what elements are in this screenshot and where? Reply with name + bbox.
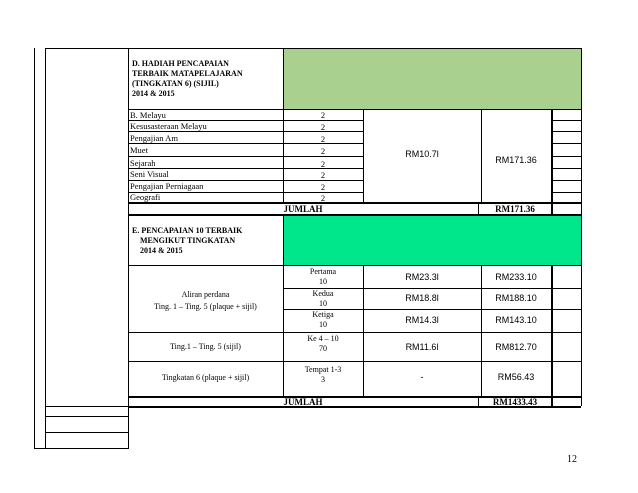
section-e-sum-value: RM1433.43: [492, 397, 538, 407]
unit-cell: RM18.8l: [405, 293, 439, 303]
group-sijil-label: Ting.1 – Ting. 5 (sijil): [170, 342, 241, 351]
total-cell: RM233.10: [495, 272, 537, 282]
group-tingkatan6-label: Tingkatan 6 (plaque + sijil): [161, 373, 250, 382]
qty-cell: 2: [320, 170, 326, 180]
place-cell: Kedua 10: [312, 289, 334, 308]
unit-cell: RM23.3l: [405, 272, 439, 282]
section-e-title: E. PENCAPAIAN 10 TERBAIK MENGIKUT TINGKATAN 2014 & 2015: [132, 226, 243, 255]
section-d-unit-price: RM10.7l: [405, 149, 439, 159]
qty-cell: 2: [320, 134, 326, 144]
total-cell: RM812.70: [495, 342, 537, 352]
place-cell: Ke 4 – 10 70: [307, 334, 339, 353]
table-row: Pengajian Perniagaan: [130, 181, 204, 191]
qty-cell: 2: [320, 159, 326, 169]
qty-cell: 2: [320, 193, 326, 203]
group-aliran-perdana: Aliran perdana Ting. 1 – Ting. 5 (plaque + sijil): [154, 290, 257, 311]
place-cell: Tempat 1-3 3: [304, 365, 342, 384]
table-row: Kesusasteraan Melayu: [130, 121, 207, 131]
qty-cell: 2: [320, 122, 326, 132]
unit-cell: -: [420, 372, 424, 382]
page-number: 12: [567, 454, 577, 465]
table-row: Geografi: [130, 192, 161, 202]
qty-cell: 2: [320, 110, 326, 120]
section-e-header-fill: [283, 215, 581, 265]
section-d-sum-label: JUMLAH: [283, 204, 323, 214]
table-row: Muet: [130, 145, 148, 155]
section-d-total-price: RM171.36: [495, 155, 537, 165]
unit-cell: RM14.3l: [405, 315, 439, 325]
place-cell: Ketiga 10: [312, 310, 334, 329]
qty-cell: 2: [320, 182, 326, 192]
qty-cell: 2: [320, 146, 326, 156]
total-cell: RM188.10: [495, 293, 537, 303]
table-row: B. Melayu: [130, 110, 166, 120]
table-row: Seni Visual: [130, 169, 169, 179]
section-e-sum-label: JUMLAH: [283, 397, 323, 407]
section-d-sum-value: RM171.36: [495, 204, 535, 214]
section-d-title: D. HADIAH PENCAPAIAN TERBAIK MATAPELAJARAN (TINGKATAN 6) (SIJIL) 2014 & 2015: [132, 59, 243, 98]
place-cell: Pertama 10: [309, 267, 337, 286]
total-cell: RM56.43: [497, 372, 535, 382]
section-d-header-fill: [283, 48, 581, 109]
total-cell: RM143.10: [495, 315, 537, 325]
unit-cell: RM11.6l: [405, 342, 439, 352]
table-row: Pengajian Am: [130, 133, 178, 143]
table-row: Sejarah: [130, 158, 156, 168]
